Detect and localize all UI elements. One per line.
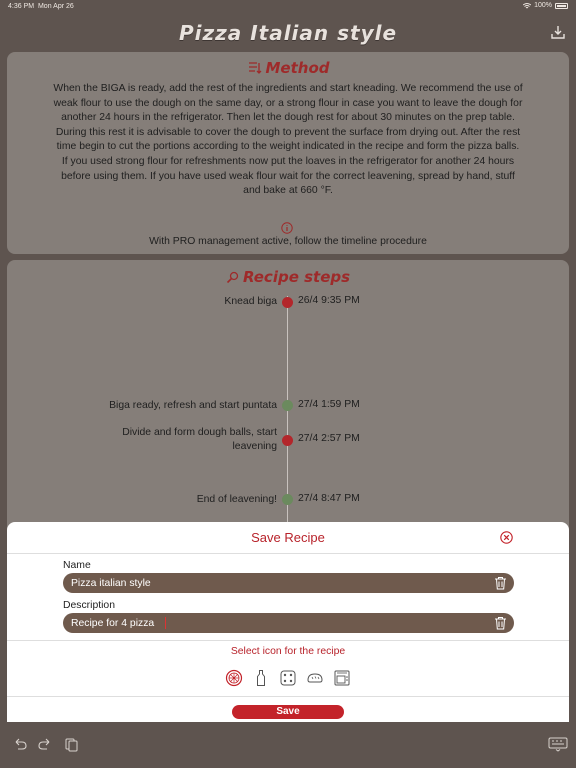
trash-icon[interactable] bbox=[494, 576, 507, 590]
status-time: 4:36 PM Mon Apr 26 bbox=[8, 3, 74, 10]
text-cursor bbox=[165, 617, 166, 629]
description-input[interactable] bbox=[71, 613, 481, 633]
step-dot[interactable] bbox=[282, 494, 293, 505]
name-field bbox=[63, 573, 514, 593]
method-title: Method bbox=[265, 59, 330, 77]
save-button[interactable]: Save bbox=[232, 705, 344, 719]
dice-icon[interactable] bbox=[279, 669, 297, 687]
step-time: 26/4 9:35 PM bbox=[298, 295, 360, 306]
step-label: Knead biga bbox=[224, 296, 277, 307]
divider bbox=[7, 640, 569, 641]
step-label: Biga ready, refresh and start puntata bbox=[109, 400, 277, 411]
step-label: Divide and form dough balls, start leavening bbox=[122, 427, 277, 452]
step-label: End of leavening! bbox=[196, 494, 277, 505]
pizza-icon[interactable] bbox=[225, 669, 243, 687]
bottle-icon[interactable] bbox=[252, 669, 270, 687]
download-icon[interactable] bbox=[550, 24, 566, 40]
description-label: Description bbox=[63, 600, 115, 611]
keyboard-shortcut-bar bbox=[0, 728, 576, 768]
search-icon bbox=[226, 271, 239, 284]
trash-icon[interactable] bbox=[494, 616, 507, 630]
steps-header bbox=[7, 268, 569, 286]
divider bbox=[7, 553, 569, 554]
bread-icon[interactable] bbox=[306, 669, 324, 687]
undo-icon[interactable] bbox=[12, 736, 28, 752]
redo-icon[interactable] bbox=[37, 736, 53, 752]
description-field bbox=[63, 613, 514, 633]
method-card bbox=[7, 52, 569, 254]
recipe-icon-picker bbox=[225, 669, 351, 687]
step-time: 27/4 8:47 PM bbox=[298, 493, 360, 504]
step-time: 27/4 1:59 PM bbox=[298, 399, 360, 410]
step-dot[interactable] bbox=[282, 435, 293, 446]
battery-percent: 100% bbox=[534, 2, 552, 9]
name-label: Name bbox=[63, 560, 91, 571]
method-text: When the BIGA is ready, add the rest of the ingredients and start kneading. We recommend the use of weak flour to use the dough on the same day, or a strong flour in case you want to leave the dough for another 24 hours in the refrigerator. Then let the dough rest for about 30 minutes on the prep table. During this rest it is advisable to cover the dough to prevent the surface from drying out. After the rest time begin to cut the portions according to the weight indicated in the recipe and form the pizza balls. If you used strong flour for refreshments now put the loaves in the refrigerator for another 24 hours before using them. If you have used weak flour wait for the correct leavening, spread by hand, stuff and bake at 660 °F. bbox=[53, 83, 523, 197]
step-time: 27/4 2:57 PM bbox=[298, 433, 360, 444]
steps-title: Recipe steps bbox=[242, 268, 351, 286]
step-dot[interactable] bbox=[282, 297, 293, 308]
name-input[interactable] bbox=[71, 573, 481, 593]
info-icon[interactable] bbox=[281, 222, 293, 234]
close-icon[interactable] bbox=[500, 531, 513, 544]
select-icon-label: Select icon for the recipe bbox=[230, 646, 346, 657]
status-right bbox=[523, 2, 568, 9]
page-title: Pizza Italian style bbox=[178, 21, 398, 45]
recipe-steps-card bbox=[7, 260, 569, 540]
sheet-title: Save Recipe bbox=[251, 530, 325, 545]
oven-icon[interactable] bbox=[333, 669, 351, 687]
wifi-icon bbox=[523, 3, 531, 9]
method-header bbox=[7, 59, 569, 77]
keyboard-dismiss-icon[interactable] bbox=[548, 736, 568, 752]
battery-icon bbox=[555, 3, 568, 9]
divider bbox=[7, 696, 569, 697]
save-recipe-sheet bbox=[7, 522, 569, 722]
step-dot[interactable] bbox=[282, 400, 293, 411]
status-bar bbox=[0, 0, 576, 14]
list-icon bbox=[247, 60, 263, 76]
pro-note: With PRO management active, follow the timeline procedure bbox=[149, 236, 427, 247]
paste-icon[interactable] bbox=[63, 736, 79, 752]
